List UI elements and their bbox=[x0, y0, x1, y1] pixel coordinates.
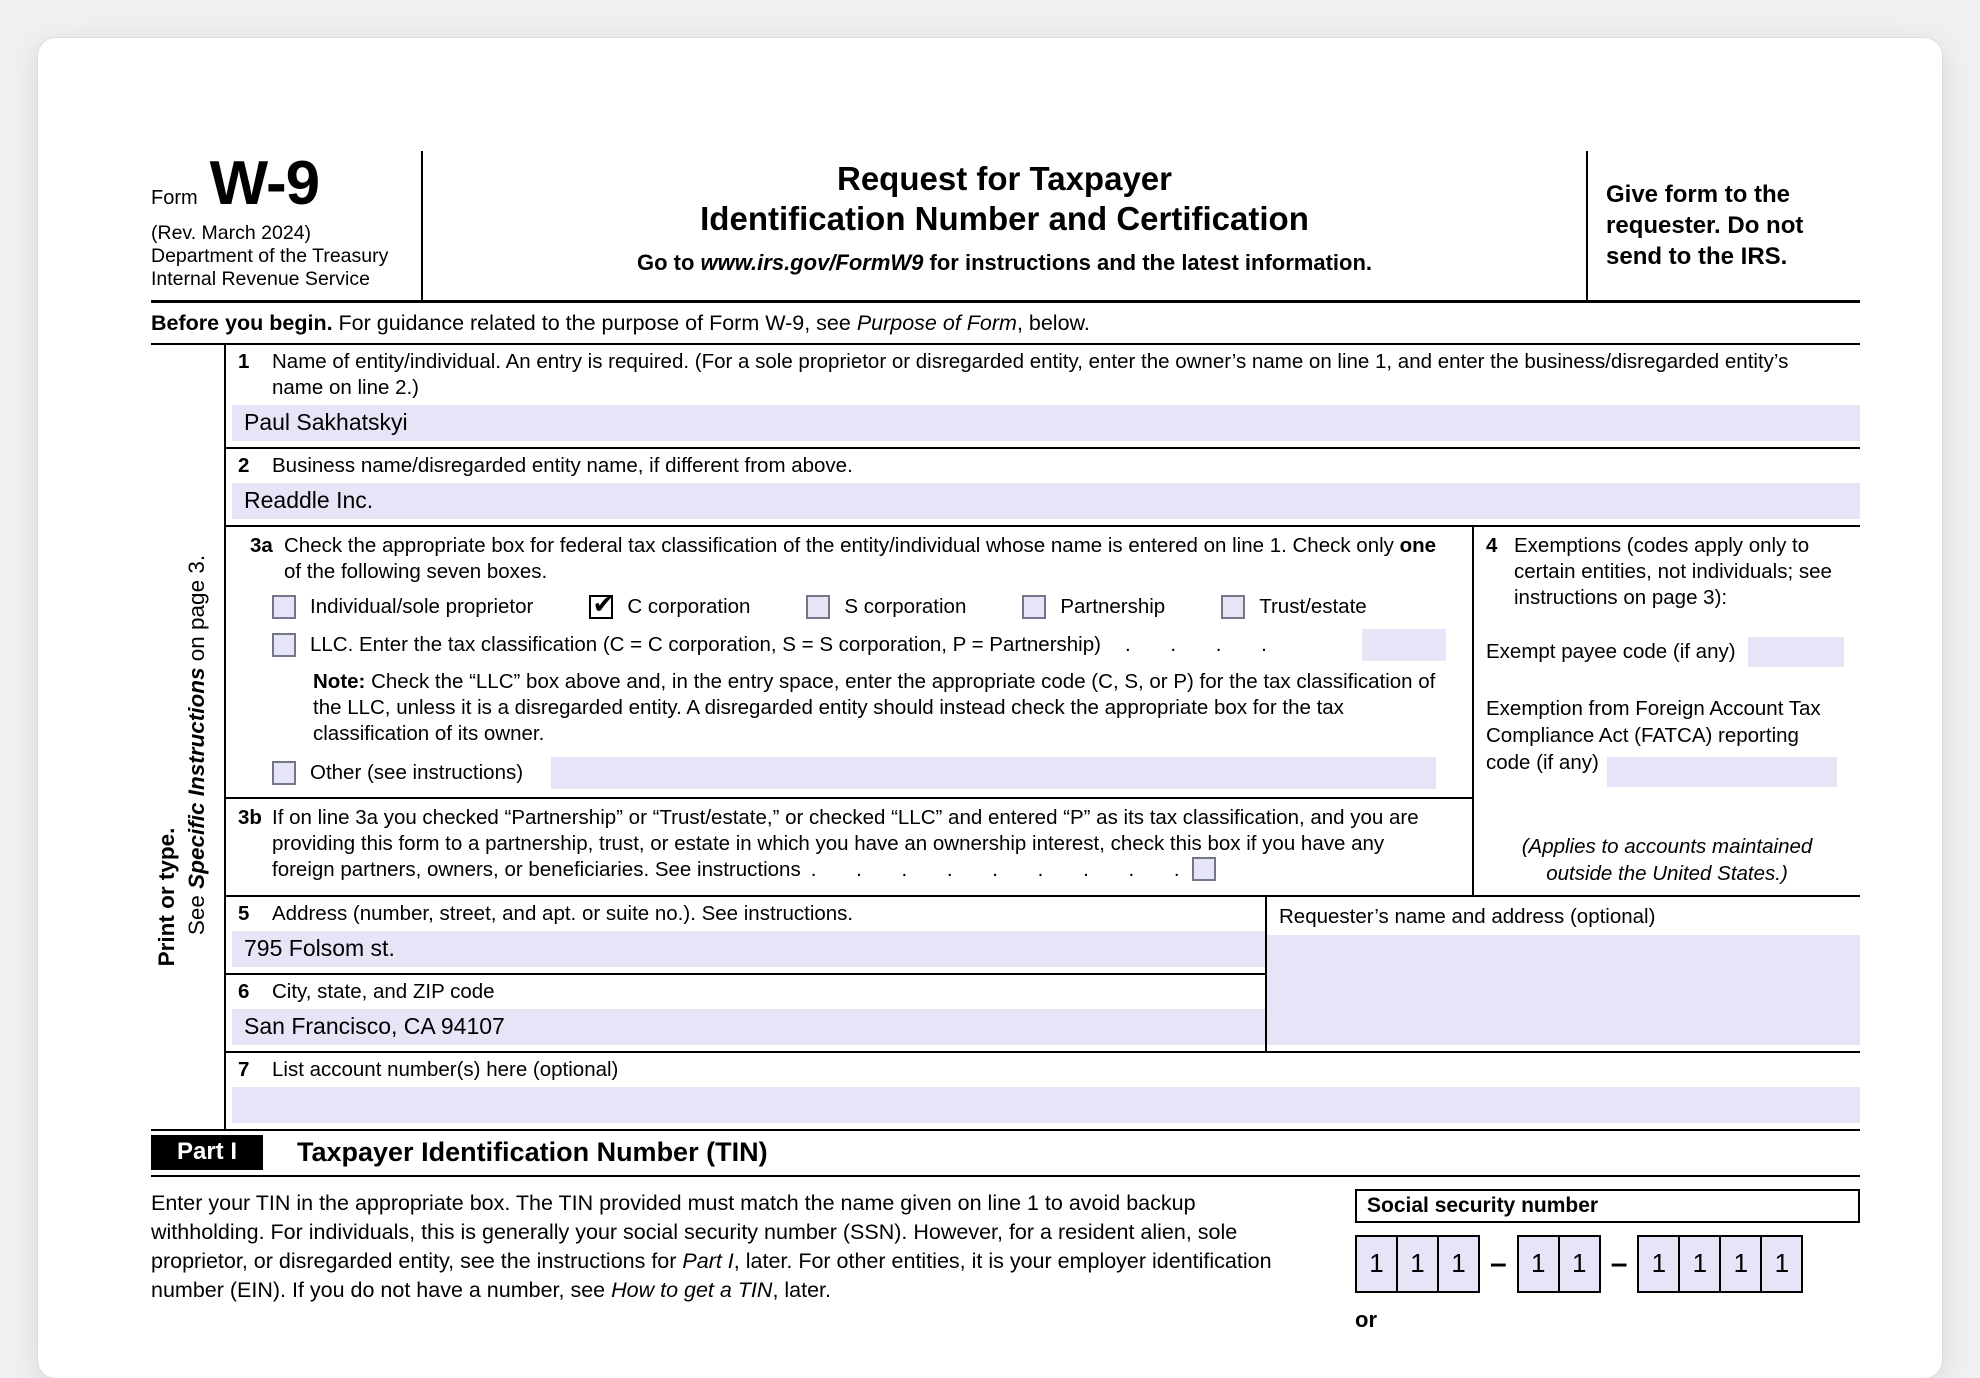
line3a-label-post: of the following seven boxes. bbox=[284, 559, 548, 583]
fatca-block bbox=[1486, 695, 1848, 787]
partnership-checkbox[interactable] bbox=[1022, 595, 1046, 619]
ssn-group-3 bbox=[1637, 1235, 1803, 1293]
specific-instructions-label bbox=[184, 555, 210, 935]
llc-note bbox=[313, 669, 1443, 747]
s-corporation-checkbox[interactable] bbox=[806, 595, 830, 619]
form-title-block bbox=[423, 151, 1586, 300]
foreign-partners-checkbox[interactable] bbox=[1192, 857, 1216, 881]
before-tail: , below. bbox=[1016, 310, 1090, 335]
exempt-payee-input[interactable] bbox=[1748, 637, 1844, 667]
llc-dot-leader: . . . . bbox=[1124, 632, 1267, 656]
before-body: For guidance related to the purpose of Form W-9, see bbox=[332, 310, 857, 335]
requester-label: Requester’s name and address (optional) bbox=[1279, 904, 1656, 928]
exemptions-column bbox=[1472, 527, 1860, 895]
line3b-dot-leader: . . . . . . . . . bbox=[810, 857, 1180, 881]
business-name-input[interactable] bbox=[232, 483, 1860, 519]
c-corporation-label: C corporation bbox=[627, 594, 751, 618]
form-title-line2: Identification Number and Certification bbox=[700, 199, 1309, 237]
line5-number: 5 bbox=[238, 901, 250, 925]
line3b-number: 3b bbox=[238, 805, 262, 829]
line3b-block bbox=[226, 797, 1472, 891]
line6-label: City, state, and ZIP code bbox=[272, 979, 495, 1003]
line3b-text: If on line 3a you checked “Partnership” or “Trust/estate,” or checked “LLC” and entered “P” as its tax classification, and you are providing this form to a partnership, trust, or estate in which you have an ownership interest, check this box if you have any foreign partners, owners, or beneficiaries. See instructions bbox=[272, 805, 1419, 881]
line1-number: 1 bbox=[238, 349, 250, 373]
ssn-digit-4[interactable]: 1 bbox=[1517, 1235, 1560, 1293]
name-input[interactable] bbox=[232, 405, 1860, 441]
partnership-label: Partnership bbox=[1060, 594, 1166, 618]
line5-row bbox=[226, 897, 1265, 975]
form-header bbox=[151, 151, 1860, 303]
ssn-area bbox=[1355, 1189, 1860, 1333]
line6-row bbox=[226, 975, 1265, 1051]
part1-badge: Part I bbox=[151, 1135, 263, 1170]
line1-label: Name of entity/individual. An entry is required. (For a sole proprietor or disregarded entity, enter the owner’s name on line 1, and enter the business/disregarded entity’s name on line 2.) bbox=[272, 349, 1789, 399]
s-corporation-label: S corporation bbox=[844, 594, 967, 618]
line7-number: 7 bbox=[238, 1057, 250, 1081]
form-subtitle bbox=[423, 250, 1586, 276]
exempt-payee-label: Exempt payee code (if any) bbox=[1486, 639, 1736, 663]
address-column bbox=[226, 897, 1265, 1051]
line4-number: 4 bbox=[1486, 533, 1498, 557]
exempt-payee-row bbox=[1486, 637, 1848, 667]
ssn-digit-6[interactable]: 1 bbox=[1637, 1235, 1680, 1293]
line4-label: Exemptions (codes apply only to certain entities, not individuals; see instructions on page 3): bbox=[1514, 533, 1832, 609]
on-page-word: on page 3. bbox=[184, 554, 209, 668]
ssn-digit-5[interactable]: 1 bbox=[1558, 1235, 1601, 1293]
requester-column bbox=[1265, 897, 1860, 1051]
line7-row bbox=[226, 1053, 1860, 1129]
llc-option-row bbox=[272, 629, 1460, 661]
tax-class-c-corporation[interactable] bbox=[589, 595, 750, 619]
other-option-row bbox=[272, 757, 1436, 789]
form-fields-column bbox=[224, 345, 1860, 1129]
tax-class-s-corporation[interactable] bbox=[806, 595, 966, 619]
part1-title: Taxpayer Identification Number (TIN) bbox=[297, 1136, 768, 1167]
other-input[interactable] bbox=[551, 757, 1436, 789]
subtitle-suffix: for instructions and the latest information. bbox=[923, 250, 1373, 276]
address-input[interactable] bbox=[232, 931, 1265, 967]
ssn-digit-7[interactable]: 1 bbox=[1678, 1235, 1721, 1293]
city-state-zip-input[interactable] bbox=[232, 1009, 1265, 1045]
individual-label: Individual/sole proprietor bbox=[310, 594, 534, 618]
tin-para-a: Enter your TIN in the appropriate box. The TIN provided must match the name given on line 1 to avoid backup withholding. For individuals, this is generally your social security number (SSN). However, for a resident alien, sole proprietor, or disregarded entity, see the instructions for bbox=[151, 1190, 1238, 1273]
line3a-label-one: one bbox=[1399, 533, 1437, 557]
form-title bbox=[423, 159, 1586, 238]
line6-number: 6 bbox=[238, 979, 250, 1003]
form-title-line1: Request for Taxpayer bbox=[837, 160, 1172, 197]
department-line: Department of the Treasury bbox=[151, 244, 389, 267]
subtitle-prefix: Go to bbox=[636, 250, 701, 276]
requester-note-block bbox=[1586, 151, 1860, 300]
w9-form bbox=[151, 151, 1860, 1333]
ssn-digit-3[interactable]: 1 bbox=[1437, 1235, 1480, 1293]
requester-input[interactable] bbox=[1267, 935, 1860, 1045]
ssn-digit-2[interactable]: 1 bbox=[1396, 1235, 1439, 1293]
individual-checkbox[interactable] bbox=[272, 595, 296, 619]
print-or-type-label: Print or type. bbox=[154, 827, 179, 967]
part1-header bbox=[151, 1131, 1860, 1177]
line3b-label bbox=[272, 805, 1460, 883]
part1-body bbox=[151, 1189, 1860, 1333]
line2-label: Business name/disregarded entity name, if different from above. bbox=[272, 453, 853, 477]
tin-para-b: , later. For other entities, it is your employer identification number (EIN). If you do not have a number, see bbox=[151, 1248, 1272, 1302]
line2-row bbox=[226, 449, 1860, 527]
ssn-dash-2: – bbox=[1610, 1246, 1628, 1280]
line5-label: Address (number, street, and apt. or suite no.). See instructions. bbox=[272, 901, 854, 925]
trust-estate-label: Trust/estate bbox=[1259, 594, 1367, 618]
account-numbers-input[interactable] bbox=[232, 1087, 1860, 1123]
line3a-label bbox=[284, 533, 1460, 585]
document-page bbox=[38, 38, 1942, 1378]
ssn-comb-field bbox=[1355, 1235, 1860, 1293]
form-word: Form bbox=[151, 187, 198, 209]
form-number: W-9 bbox=[209, 149, 320, 218]
tax-class-options bbox=[272, 595, 1460, 619]
tax-class-partnership[interactable] bbox=[1022, 595, 1165, 619]
other-checkbox[interactable] bbox=[272, 761, 296, 785]
see-word: See bbox=[184, 888, 209, 935]
or-label: or bbox=[1355, 1306, 1377, 1332]
fatca-label: Exemption from Foreign Account Tax Compliance Act (FATCA) reporting code (if any) bbox=[1486, 696, 1821, 774]
before-you-begin bbox=[151, 303, 1860, 345]
other-label: Other (see instructions) bbox=[310, 760, 524, 784]
tin-para-c: , later. bbox=[772, 1277, 831, 1302]
ssn-dash-1: – bbox=[1490, 1246, 1507, 1280]
note-lead: Note: bbox=[313, 669, 366, 693]
specific-instructions-ref: Specific Instructions bbox=[184, 667, 209, 889]
ssn-group-1 bbox=[1355, 1235, 1480, 1293]
tin-instructions bbox=[151, 1189, 1301, 1333]
line7-label: List account number(s) here (optional) bbox=[272, 1057, 619, 1081]
llc-code-input[interactable] bbox=[1362, 629, 1446, 661]
note-body: Check the “LLC” box above and, in the entry space, enter the appropriate code (C, S, or P) for the tax classification of the LLC, unless it is a disregarded entity. A disregarded entity should instead check the appropriate box for the tax classification of its owner. bbox=[313, 669, 1436, 745]
llc-label: LLC. Enter the tax classification (C = C corporation, S = S corporation, P = Partnership) bbox=[310, 632, 1101, 656]
line3a-label-pre: Check the appropriate box for federal tax classification of the entity/individual whose name is entered on line 1. Check only bbox=[284, 533, 1400, 557]
how-to-get-tin-ref: How to get a TIN bbox=[611, 1277, 773, 1302]
ssn-digit-8[interactable]: 1 bbox=[1719, 1235, 1762, 1293]
line2-number: 2 bbox=[238, 453, 250, 477]
part1-ref: Part I bbox=[682, 1248, 734, 1273]
irs-url-link[interactable]: www.irs.gov/FormW9 bbox=[700, 250, 924, 276]
ssn-group-2 bbox=[1517, 1235, 1601, 1293]
tax-class-individual[interactable] bbox=[272, 595, 533, 619]
line3a-number: 3a bbox=[250, 533, 273, 557]
fatca-code-input[interactable] bbox=[1607, 757, 1837, 787]
form-revision: (Rev. March 2024) bbox=[151, 221, 312, 244]
tax-classification-column bbox=[226, 527, 1472, 895]
purpose-of-form-ref: Purpose of Form bbox=[856, 310, 1017, 335]
give-form-note: Give form to the requester. Do not send to the IRS. bbox=[1606, 181, 1804, 271]
form-body bbox=[151, 345, 1860, 1131]
line3a-block bbox=[226, 527, 1472, 797]
ssn-label: Social security number bbox=[1355, 1189, 1860, 1223]
line3-section bbox=[226, 527, 1860, 897]
tax-class-trust-estate[interactable] bbox=[1221, 595, 1366, 619]
form-id-block bbox=[151, 151, 423, 300]
before-lead: Before you begin. bbox=[151, 310, 333, 335]
agency-line: Internal Revenue Service bbox=[151, 268, 370, 291]
ssn-digit-1[interactable]: 1 bbox=[1355, 1235, 1398, 1293]
line1-row bbox=[226, 345, 1860, 449]
c-corporation-checkbox[interactable] bbox=[589, 595, 613, 619]
ssn-digit-9[interactable]: 1 bbox=[1760, 1235, 1803, 1293]
print-or-type-gutter bbox=[151, 345, 224, 1129]
address-section bbox=[226, 897, 1860, 1053]
trust-estate-checkbox[interactable] bbox=[1221, 595, 1245, 619]
applies-note: (Applies to accounts maintained outside the United States.) bbox=[1521, 834, 1813, 885]
llc-checkbox[interactable] bbox=[272, 633, 296, 657]
